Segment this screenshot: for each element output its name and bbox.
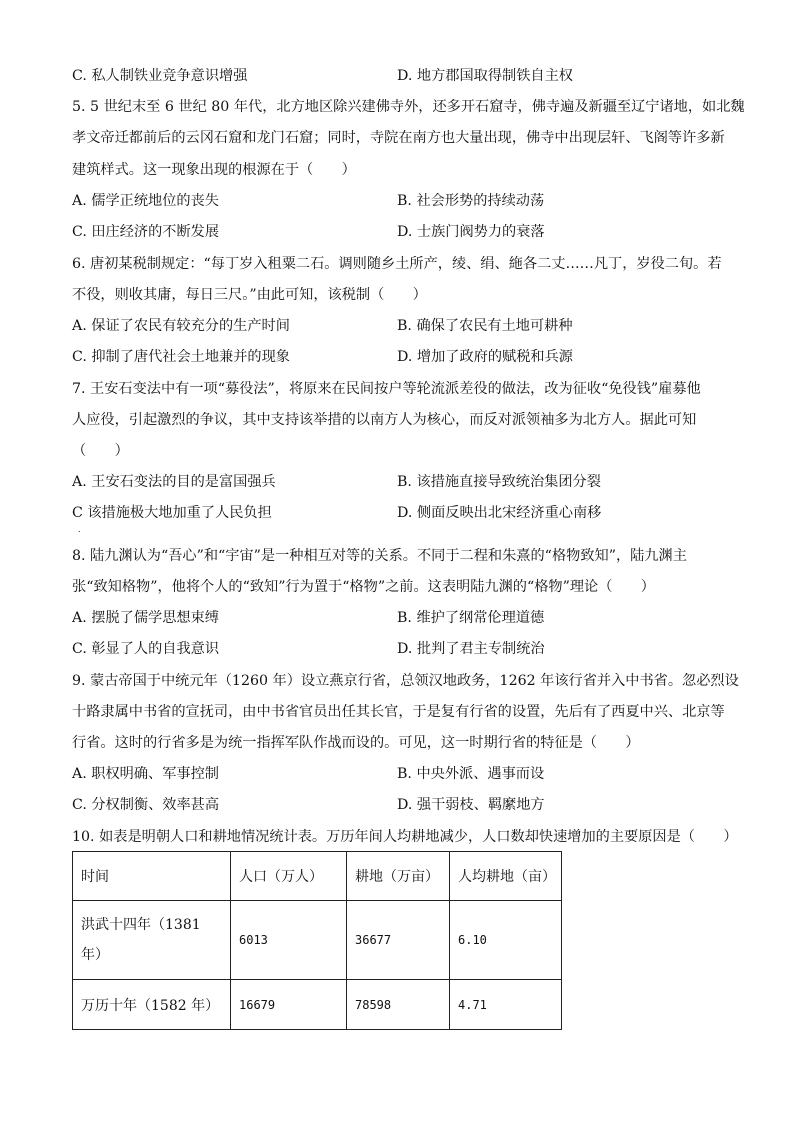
- table-header-cell: 人均耕地（亩）: [450, 852, 562, 901]
- q7-option-a: A. 王安石变法的目的是富国强兵: [72, 474, 276, 490]
- q9-stem-line-1: 9. 蒙古帝国于中统元年（1260 年）设立燕京行省，总领汉地政务，1262 年该行省并入中书省。忽必烈设: [72, 673, 739, 689]
- q8-option-d: D. 批判了君主专制统治: [397, 641, 545, 657]
- q6-stem-line-2: 不役，则收其庸，每日三尺。”由此可知，该税制（ ）: [72, 287, 427, 303]
- q5-stem-line-2: 孝文帝迁都前后的云冈石窟和龙门石窟；同时，寺院在南方也大量出现，佛寺中出现层轩、飞阁等许多新: [72, 130, 725, 146]
- q8-stem-line-1: 8. 陆九渊认为“吾心”和“宇宙”是一种相互对等的关系。不同于二程和朱熹的“格物致知”，陆九渊主: [72, 548, 687, 564]
- q9-option-c: C. 分权制衡、效率甚高: [72, 797, 220, 813]
- q9-option-a: A. 职权明确、军事控制: [72, 766, 219, 782]
- table-cell: 78598: [347, 980, 450, 1030]
- table-header-row: [73, 852, 562, 901]
- q7-stem-line-1: 7. 王安石变法中有一项“募役法”，将原来在民间按户等轮流派差役的做法，改为征收“免役钱”雇募他: [72, 381, 701, 397]
- table-cell: 洪武十四年（1381 年）: [73, 901, 231, 980]
- q8-option-c: C. 彰显了人的自我意识: [72, 641, 220, 657]
- q5-option-d: D. 士族门阀势力的衰落: [397, 224, 545, 240]
- q7-option-b: B. 该措施直接导致统治集团分裂: [397, 474, 601, 490]
- table-cell: 16679: [231, 980, 347, 1030]
- q9-option-b: B. 中央外派、遇事而设: [397, 766, 545, 782]
- q4-option-d: D. 地方郡国取得制铁自主权: [397, 68, 573, 84]
- q9-stem-line-2: 十路隶属中书省的宣抚司，由中书省官员出任其长官，于是复有行省的设置，先后有了西夏中兴、北京等: [72, 704, 725, 720]
- q9-option-d: D. 强干弱枝、羁縻地方: [397, 797, 545, 813]
- q8-option-b: B. 维护了纲常伦理道德: [397, 610, 545, 626]
- q5-option-c: C. 田庄经济的不断发展: [72, 224, 220, 240]
- q6-stem-line-1: 6. 唐初某税制规定：“每丁岁入租粟二石。调则随乡土所产，绫、绢、絁各二丈……凡丁，岁役二旬。若: [72, 256, 722, 272]
- q7-stem-line-3: （ ）: [72, 443, 129, 459]
- q5-option-a: A. 儒学正统地位的丧失: [72, 193, 219, 209]
- q6-option-c: C. 抑制了唐代社会土地兼并的现象: [72, 349, 290, 365]
- q6-option-a: A. 保证了农民有较充分的生产时间: [72, 318, 290, 334]
- q10-stem-line-1: 10. 如表是明朝人口和耕地情况统计表。万历年间人均耕地减少，人口数却快速增加的主要原因是（ ）: [72, 829, 738, 845]
- table-cell: 4.71: [450, 980, 562, 1030]
- q8-stem-line-2: 张“致知格物”，他将个人的“致知”行为置于“格物”之前。这表明陆九渊的“格物”理论（ ）: [72, 579, 655, 595]
- ming-population-table: [72, 851, 562, 1030]
- table-row: [73, 901, 562, 980]
- q6-option-d: D. 增加了政府的赋税和兵源: [397, 349, 573, 365]
- q5-stem-line-3: 建筑样式。这一现象出现的根源在于（ ）: [72, 162, 356, 178]
- q6-option-b: B. 确保了农民有土地可耕种: [397, 318, 573, 334]
- table-cell: 6.10: [450, 901, 562, 980]
- table-cell: 6013: [231, 901, 347, 980]
- table-header-cell: 人口（万人）: [231, 852, 347, 901]
- table-cell: 万历十年（1582 年）: [73, 980, 231, 1030]
- q4-option-c: C. 私人制铁业竞争意识增强: [72, 68, 248, 84]
- table-header-cell: 耕地（万亩）: [347, 852, 450, 901]
- q9-stem-line-3: 行省。这时的行省多是为统一指挥军队作战而设的。可见，这一时期行省的特征是（ ）: [72, 735, 640, 751]
- table-header-cell: 时间: [73, 852, 231, 901]
- q7-option-d: D. 侧面反映出北宋经济重心南移: [397, 505, 602, 521]
- q8-option-a: A. 摆脱了儒学思想束缚: [72, 610, 219, 626]
- table-row: [73, 980, 562, 1030]
- q7-option-c: C 该措施极大地加重了人民负担: [72, 505, 272, 521]
- q7-stray-dot: .: [78, 525, 81, 534]
- q5-option-b: B. 社会形势的持续动荡: [397, 193, 545, 209]
- q5-stem-line-1: 5. 5 世纪末至 6 世纪 80 年代，北方地区除兴建佛寺外，还多开石窟寺，佛寺遍及新疆至辽宁诸地，如北魏: [72, 99, 745, 115]
- q7-stem-line-2: 人应役，引起激烈的争议，其中支持该举措的以南方人为核心，而反对派领袖多为北方人。据此可知: [72, 412, 697, 428]
- table-cell: 36677: [347, 901, 450, 980]
